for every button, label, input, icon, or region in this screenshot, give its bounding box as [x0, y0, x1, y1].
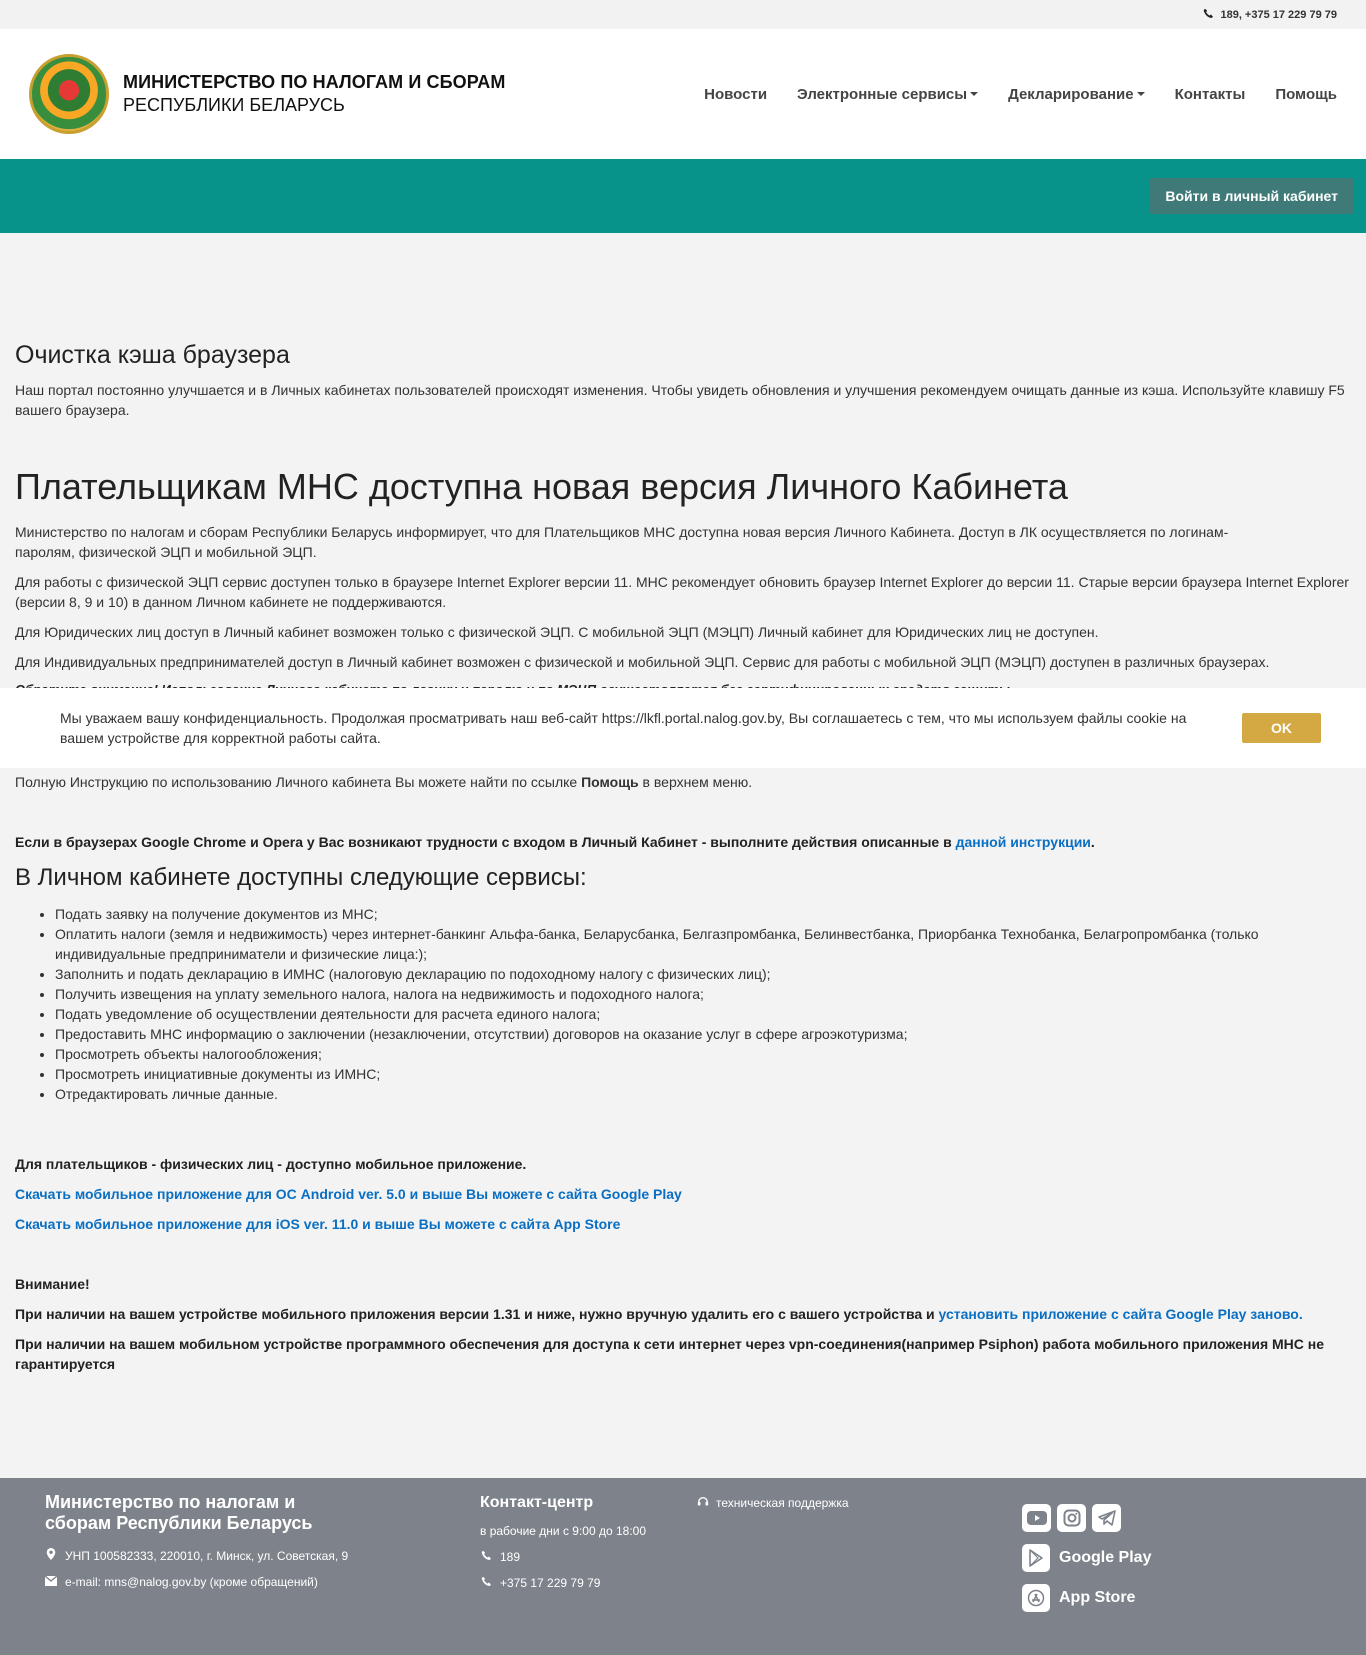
footer-phone-1[interactable]: 189: [500, 1550, 521, 1564]
help-bold: Помощь: [581, 774, 639, 790]
list-item: • Оплатить налоги (земля и недвижимость) через интернет-банкинг Альфа-банка, Беларусбанка, Белгазпромбанка, Белинвестбанка, Приорбанка Технобанка, Белагропромбанка (только индивидуальные предприниматели и физические лица:);: [55, 924, 1351, 964]
cache-heading: Очистка кэша браузера: [15, 341, 290, 369]
google-play-icon: [1022, 1544, 1050, 1572]
footer-apps: [1022, 1492, 1151, 1655]
youtube-icon[interactable]: [1022, 1504, 1051, 1532]
site-footer: [0, 1478, 1366, 1655]
phone-icon: [480, 1550, 492, 1564]
footer-org: [45, 1492, 480, 1655]
brand-title-line1: МИНИСТЕРСТВО ПО НАЛОГАМ И СБОРАМ: [123, 72, 506, 92]
cache-text: Наш портал постоянно улучшается и в Личных кабинетах пользователей происходят изменения. Чтобы увидеть обновления и улучшения рекомендуем очищать данные из кэша. Используйте клавишу F5 вашего браузера.: [15, 382, 1345, 418]
nav-help[interactable]: Помощь: [1275, 85, 1337, 103]
list-item: • Получить извещения на уплату земельного налога, налога на недвижимость и подоходного налога;: [55, 984, 1351, 1004]
vpn-warning: При наличии на вашем мобильном устройстве программного обеспечения для доступа к сети интернет через vpn-соединения(например Psiphon) работа мобильного приложения МНС не гарантируется: [15, 1336, 1325, 1372]
support-link[interactable]: техническая поддержка: [716, 1496, 849, 1510]
phone-icon: [480, 1576, 492, 1590]
reinstall-link[interactable]: установить приложение с сайта Google Play заново.: [938, 1306, 1303, 1322]
services-list: [15, 904, 1351, 1104]
footer-address-row: [45, 1548, 480, 1563]
telegram-icon[interactable]: [1092, 1504, 1121, 1532]
nav-declaring[interactable]: Декларирование: [1008, 86, 1144, 103]
list-item: • Отредактировать личные данные.: [55, 1084, 1351, 1104]
footer-support[interactable]: [697, 1492, 1022, 1655]
ios-download-link[interactable]: Скачать мобильное приложение для iOS ver. 11.0 и выше Вы можете с сайта App Store: [15, 1216, 621, 1232]
footer-org-title: Министерство по налогам и сборам Республики Беларусь: [45, 1492, 313, 1533]
main-content: [0, 341, 1366, 1374]
app-store-icon: [1022, 1584, 1050, 1612]
teal-band: [0, 159, 1366, 233]
google-play-link[interactable]: [1022, 1544, 1151, 1572]
instagram-icon[interactable]: [1057, 1504, 1086, 1532]
list-item: • Заполнить и подать декларацию в ИМНС (налоговую декларацию по подоходному налогу с физических лиц);: [55, 964, 1351, 984]
app-store-label: App Store: [1059, 1589, 1136, 1606]
social-links: [1022, 1504, 1151, 1532]
top-phones: 189, +375 17 229 79 79: [1220, 8, 1337, 21]
cookie-ok-button[interactable]: OK: [1242, 713, 1321, 743]
list-item: • Подать заявку на получение документов из МНС;: [55, 904, 1351, 924]
contact-hours: в рабочие дни с 9:00 до 18:00: [480, 1524, 647, 1538]
site-header: [0, 29, 1366, 159]
brand[interactable]: [29, 54, 505, 134]
ministry-emblem-logo: [29, 54, 109, 134]
footer-phone-row-1: [480, 1550, 697, 1564]
info-paragraph-1: Министерство по налогам и сборам Республики Беларусь информирует, что для Плательщиков МНС доступна новая версия Личного Кабинета. Доступ в ЛК осуществляется по логинам-паролям, физической ЭЦП и мобильной ЭЦП.: [15, 524, 1229, 560]
list-item: • Предоставить МНС информацию о заключении (незаключении, отсутствии) договоров на оказание услуг в сфере агроэкотуризма;: [55, 1024, 1351, 1044]
cookie-banner: [0, 688, 1366, 768]
map-marker-icon: [45, 1548, 57, 1563]
reinstall-paragraph: При наличии на вашем устройстве мобильного приложения версии 1.31 и ниже, нужно вручную удалить его с вашего устройства и установить приложение с сайта Google Play заново.: [15, 1306, 1303, 1322]
envelope-icon: [45, 1575, 57, 1589]
footer-email-row: [45, 1575, 480, 1589]
help-paragraph: Полную Инструкцию по использованию Личного кабинета Вы можете найти по ссылке Помощь в верхнем меню.: [15, 774, 753, 790]
nav-news[interactable]: Новости: [704, 85, 768, 103]
cookie-text: Мы уважаем вашу конфиденциальность. Продолжая просматривать наш веб-сайт https://lkfl.portal.nalog.gov.by, Вы соглашаетесь с тем, что мы используем файлы cookie на вашем устройстве для корректной работы сайта.: [60, 710, 1187, 746]
list-item: • Просмотреть объекты налогообложения;: [55, 1044, 1351, 1064]
google-play-label: Google Play: [1059, 1549, 1152, 1566]
brand-text: [123, 72, 505, 116]
phone-icon: [1203, 8, 1214, 22]
footer-contact-center: [480, 1492, 697, 1655]
headset-icon: [697, 1496, 709, 1511]
mobile-app-text: Для плательщиков - физических лиц - доступно мобильное приложение.: [15, 1156, 527, 1172]
caret-down-icon: [1137, 92, 1145, 96]
info-paragraph-4: Для Индивидуальных предпринимателей доступ в Личный кабинет возможен с физической и мобильной ЭЦП. Сервис для работы с мобильной ЭЦП (МЭЦП) доступен в различных браузерах.: [15, 654, 1270, 670]
main-nav: [674, 86, 1337, 103]
new-cabinet-heading: Плательщикам МНС доступна новая версия Личного Кабинета: [15, 466, 1068, 507]
login-button[interactable]: Войти в личный кабинет: [1150, 178, 1353, 214]
list-item: • Подать уведомление об осуществлении деятельности для расчета единого налога;: [55, 1004, 1351, 1024]
chrome-opera-paragraph: Если в браузерах Google Chrome и Opera у Вас возникают трудности с входом в Личный Кабинет - выполните действия описанные в данной инструкции.: [15, 834, 1095, 850]
footer-address: УНП 100582333, 220010, г. Минск, ул. Советская, 9: [65, 1548, 349, 1563]
brand-title-line2: РЕСПУБЛИКИ БЕЛАРУСЬ: [123, 95, 345, 115]
footer-phone-2[interactable]: +375 17 229 79 79: [500, 1576, 601, 1590]
top-contact-bar: [0, 0, 1366, 29]
caret-down-icon: [970, 92, 978, 96]
info-paragraph-2: Для работы с физической ЭЦП сервис доступен только в браузере Internet Explorer версии 11. МНС рекомендует обновить браузер Internet Explorer до версии 11. Старые версии браузера Internet Explorer (версии 8, 9 и 10) в данном Личном кабинете не поддерживаются.: [15, 574, 1349, 610]
nav-contacts[interactable]: Контакты: [1174, 85, 1246, 103]
android-download-link[interactable]: Скачать мобильное приложение для ОС Android ver. 5.0 и выше Вы можете с сайта Google Play: [15, 1186, 682, 1202]
nav-e-services[interactable]: Электронные сервисы: [797, 86, 978, 103]
info-paragraph-3: Для Юридических лиц доступ в Личный кабинет возможен только с физической ЭЦП. С мобильной ЭЦП (МЭЦП) Личный кабинет для Юридических лиц не доступен.: [15, 624, 1099, 640]
instruction-link[interactable]: данной инструкции: [955, 834, 1091, 850]
footer-phone-row-2: [480, 1576, 697, 1590]
footer-email[interactable]: e-mail: mns@nalog.gov.by (кроме обращений): [65, 1575, 318, 1589]
attention-label: Внимание!: [15, 1276, 90, 1292]
list-item: • Просмотреть инициативные документы из ИМНС;: [55, 1064, 1351, 1084]
contact-center-title: Контакт-центр: [480, 1494, 594, 1511]
app-store-link[interactable]: [1022, 1584, 1151, 1612]
services-heading: В Личном кабинете доступны следующие сервисы:: [15, 864, 587, 891]
